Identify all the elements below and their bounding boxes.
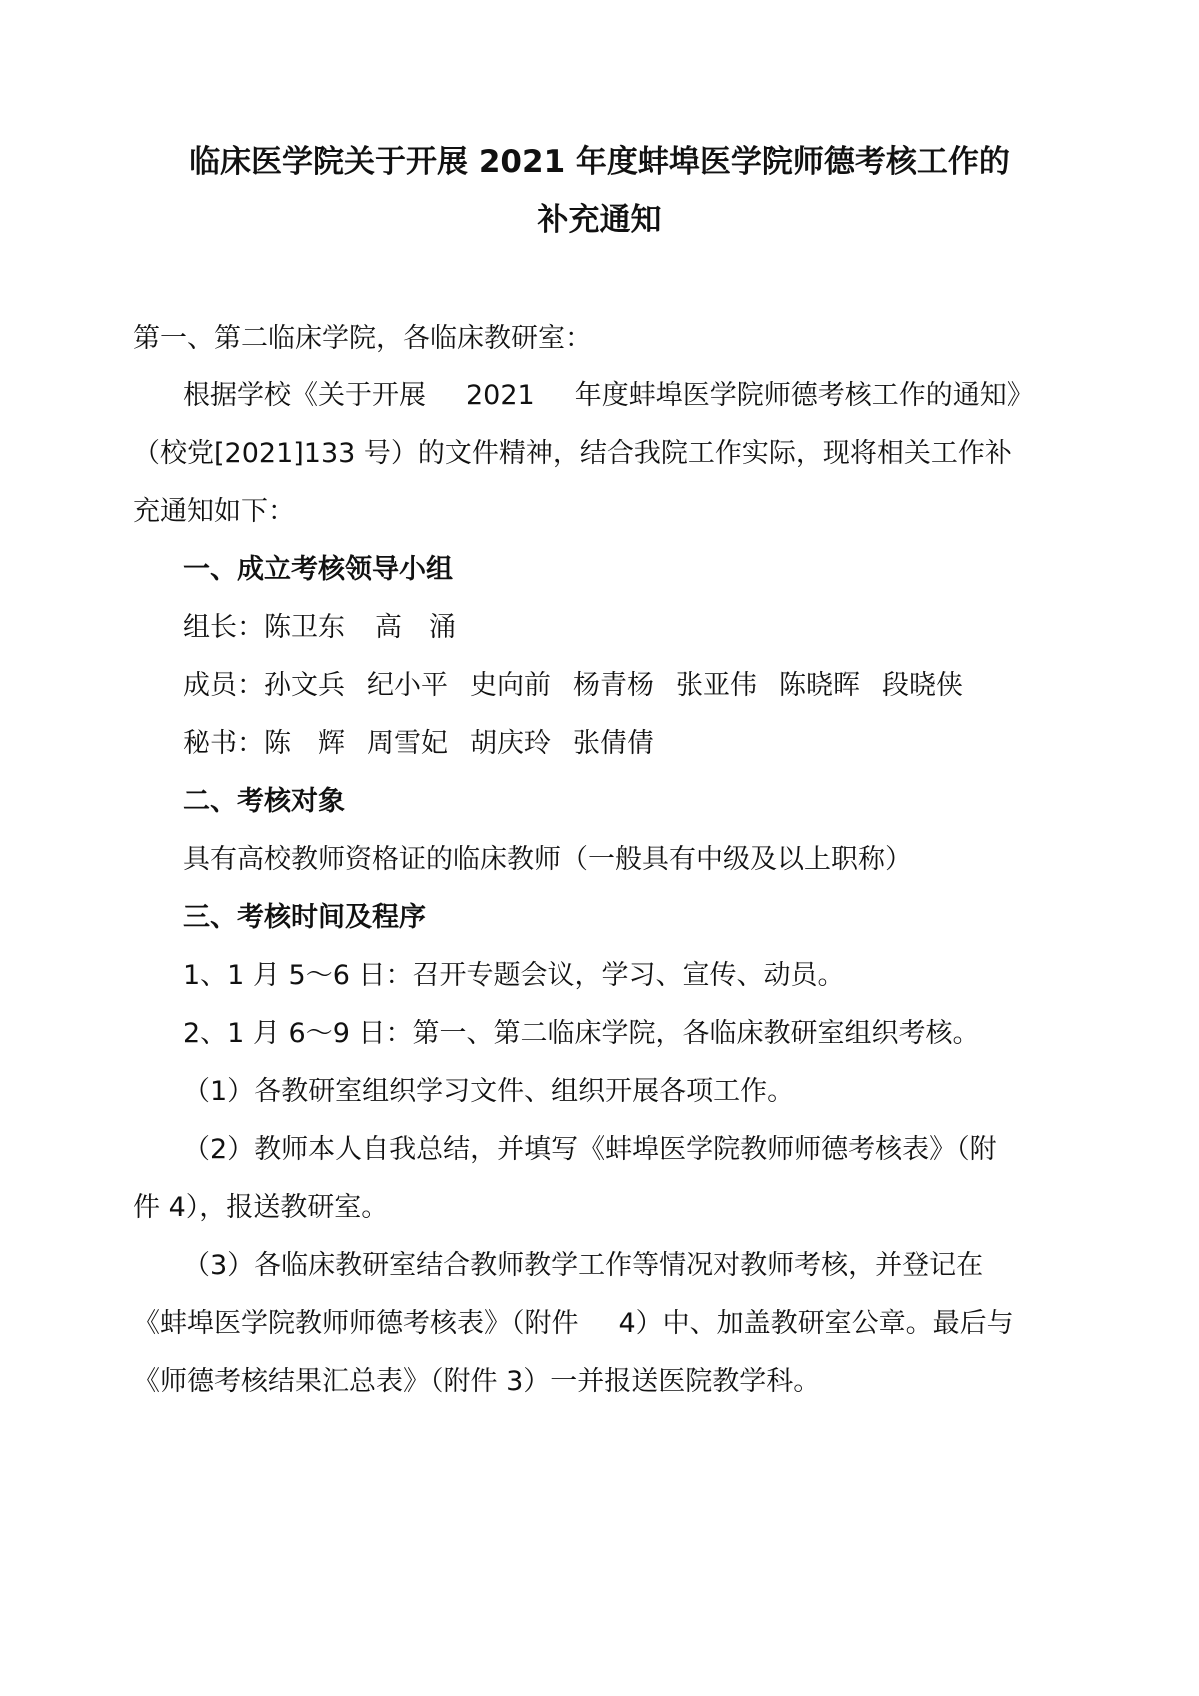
section2-text: 具有高校教师资格证的临床教师（一般具有中级及以上职称） <box>183 844 912 875</box>
salutation: 第一、第二临床学院，各临床教研室： <box>133 323 592 354</box>
member-row <box>183 668 963 704</box>
intro-text-a: 根据学校《关于开展 <box>183 380 426 411</box>
intro-text-year: 2021 <box>466 380 535 411</box>
secretary-name: 张倩倩 <box>573 728 654 759</box>
section3-heading: 三、考核时间及程序 <box>183 902 426 933</box>
secretary-label: 秘书： <box>183 728 264 759</box>
member-name: 史向前 <box>470 670 551 701</box>
sub-item-3-text-a: 《蚌埠医学院教师师德考核表》（附件 <box>133 1308 579 1339</box>
sub-item-3-line-1: （3）各临床教研室结合教师教学工作等情况对教师考核，并登记在 <box>183 1250 984 1281</box>
document-title-line2: 补充通知 <box>537 202 662 238</box>
member-name: 陈晓晖 <box>779 670 860 701</box>
leader-name: 陈卫东 <box>264 612 345 643</box>
member-name: 张亚伟 <box>676 670 757 701</box>
schedule-item-2: 2、1 月 6～9 日：第一、第二临床学院，各临床教研室组织考核。 <box>183 1018 980 1049</box>
secretary-name: 胡庆玲 <box>470 728 551 759</box>
intro-line-2: （校党[2021]133 号）的文件精神，结合我院工作实际，现将相关工作补 <box>133 438 1012 469</box>
member-name: 孙文兵 <box>264 670 345 701</box>
document-title-line1: 临床医学院关于开展 2021 年度蚌埠医学院师德考核工作的 <box>189 144 1010 180</box>
intro-line-3: 充通知如下： <box>133 496 295 527</box>
leader-name: 高 涌 <box>375 612 456 643</box>
leader-label: 组长： <box>183 612 264 643</box>
secretary-name: 陈 辉 <box>264 728 345 759</box>
schedule-item-1: 1、1 月 5～6 日：召开专题会议，学习、宣传、动员。 <box>183 960 845 991</box>
sub-item-3-text-b: 4）中、加盖教研室公章。最后与 <box>618 1308 1014 1339</box>
section1-heading: 一、成立考核领导小组 <box>183 554 453 585</box>
member-name: 段晓侠 <box>882 670 963 701</box>
sub-item-2-line-2: 件 4），报送教研室。 <box>133 1192 389 1223</box>
sub-item-3-line-3: 《师德考核结果汇总表》（附件 3）一并报送医院教学科。 <box>133 1366 821 1397</box>
member-name: 杨青杨 <box>573 670 654 701</box>
member-label: 成员： <box>183 670 264 701</box>
leader-row <box>183 610 456 646</box>
intro-text-c: 年度蚌埠医学院师德考核工作的通知》 <box>574 380 1034 411</box>
member-name: 纪小平 <box>367 670 448 701</box>
secretary-name: 周雪妃 <box>367 728 448 759</box>
sub-item-1: （1）各教研室组织学习文件、组织开展各项工作。 <box>183 1076 795 1107</box>
intro-line-1 <box>183 378 1034 414</box>
sub-item-2-line-1: （2）教师本人自我总结，并填写《蚌埠医学院教师师德考核表》（附 <box>183 1134 997 1165</box>
sub-item-3-line-2 <box>133 1306 1014 1342</box>
secretary-row <box>183 726 654 762</box>
section2-heading: 二、考核对象 <box>183 786 345 817</box>
